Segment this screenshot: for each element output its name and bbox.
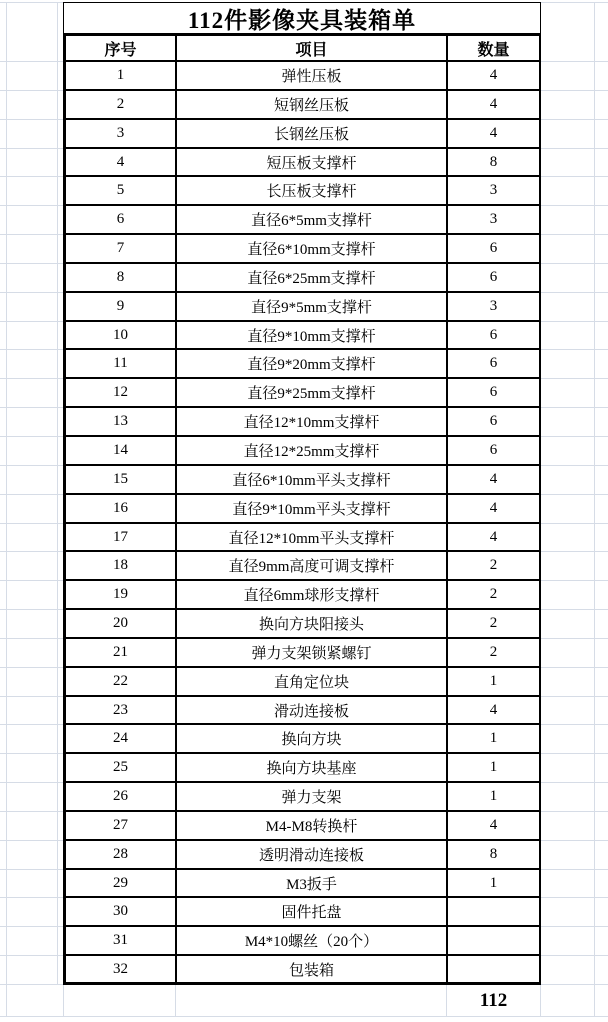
table-row — [0, 177, 608, 206]
right-margin-cell — [541, 379, 608, 408]
left-margin-cell — [0, 120, 63, 149]
table-row — [0, 898, 608, 927]
right-margin-cell — [541, 985, 608, 1017]
cell-no: 7 — [63, 235, 175, 264]
cell-no: 12 — [63, 379, 175, 408]
right-margin-cell — [541, 697, 608, 725]
cell-item: 直径6mm球形支撑杆 — [175, 581, 446, 610]
table-row — [0, 149, 608, 177]
left-margin-cell — [0, 91, 63, 120]
right-margin-cell — [541, 91, 608, 120]
cell-item: 直径9mm高度可调支撑杆 — [175, 552, 446, 581]
cell-item: 直角定位块 — [175, 668, 446, 697]
right-margin-cell — [541, 812, 608, 841]
cell-qty: 4 — [446, 697, 541, 725]
cell-item: 换向方块 — [175, 725, 446, 754]
left-margin-cell — [0, 783, 63, 812]
table-row — [0, 610, 608, 639]
cell-qty: 3 — [446, 206, 541, 235]
cell-qty: 1 — [446, 870, 541, 898]
cell-qty: 4 — [446, 524, 541, 552]
right-margin-cell — [541, 581, 608, 610]
table-row — [0, 322, 608, 350]
right-margin-cell — [541, 552, 608, 581]
cell-qty: 1 — [446, 783, 541, 812]
cell-no: 9 — [63, 293, 175, 322]
table-body — [0, 62, 608, 985]
cell-no: 24 — [63, 725, 175, 754]
table-row — [0, 495, 608, 524]
cell-no: 25 — [63, 754, 175, 783]
right-margin-cell — [541, 350, 608, 379]
table-row — [0, 524, 608, 552]
right-margin-cell — [541, 927, 608, 956]
right-margin-cell — [541, 235, 608, 264]
left-margin-cell — [0, 927, 63, 956]
right-margin-cell — [541, 149, 608, 177]
cell-no: 19 — [63, 581, 175, 610]
right-margin-cell — [541, 956, 608, 985]
right-margin-cell — [541, 898, 608, 927]
cell-item: 直径9*20mm支撑杆 — [175, 350, 446, 379]
cell-no: 5 — [63, 177, 175, 206]
cell-no: 21 — [63, 639, 175, 668]
header-cell-no: 序号 — [63, 33, 175, 62]
page-title: 112件影像夹具装箱单 — [63, 2, 541, 33]
left-margin-cell — [0, 898, 63, 927]
cell-item: 直径9*10mm支撑杆 — [175, 322, 446, 350]
left-margin-cell — [0, 2, 63, 33]
total-cell-no — [63, 985, 175, 1017]
cell-item: 直径6*10mm支撑杆 — [175, 235, 446, 264]
cell-qty — [446, 898, 541, 927]
table-row — [0, 206, 608, 235]
cell-item: 弹性压板 — [175, 62, 446, 91]
cell-qty: 6 — [446, 322, 541, 350]
table-row — [0, 552, 608, 581]
table-row — [0, 639, 608, 668]
cell-item: 直径9*10mm平头支撑杆 — [175, 495, 446, 524]
table-row — [0, 350, 608, 379]
cell-item: 滑动连接板 — [175, 697, 446, 725]
total-row — [0, 985, 608, 1017]
right-margin-cell — [541, 783, 608, 812]
cell-qty: 2 — [446, 552, 541, 581]
cell-no: 27 — [63, 812, 175, 841]
table-row — [0, 235, 608, 264]
left-margin-cell — [0, 812, 63, 841]
cell-qty — [446, 927, 541, 956]
cell-qty: 8 — [446, 841, 541, 870]
right-margin-cell — [541, 668, 608, 697]
left-margin-cell — [0, 322, 63, 350]
left-margin-cell — [0, 62, 63, 91]
right-margin-cell — [541, 62, 608, 91]
right-margin-cell — [541, 437, 608, 466]
cell-no: 13 — [63, 408, 175, 437]
right-margin-cell — [541, 293, 608, 322]
cell-no: 4 — [63, 149, 175, 177]
left-margin-cell — [0, 33, 63, 62]
bottom-strip — [0, 1017, 608, 1022]
total-quantity-value: 112 — [446, 985, 541, 1017]
cell-qty: 4 — [446, 62, 541, 91]
cell-qty: 6 — [446, 235, 541, 264]
table-row — [0, 408, 608, 437]
table-row — [0, 120, 608, 149]
cell-no: 28 — [63, 841, 175, 870]
right-margin-cell — [541, 33, 608, 62]
cell-qty: 6 — [446, 264, 541, 293]
title-row — [0, 2, 608, 33]
cell-item: 直径12*10mm平头支撑杆 — [175, 524, 446, 552]
cell-qty: 4 — [446, 120, 541, 149]
left-margin-cell — [0, 956, 63, 985]
cell-no: 32 — [63, 956, 175, 985]
cell-no: 1 — [63, 62, 175, 91]
cell-qty: 4 — [446, 91, 541, 120]
cell-item: 固件托盘 — [175, 898, 446, 927]
left-margin-cell — [0, 466, 63, 495]
cell-item: 长钢丝压板 — [175, 120, 446, 149]
cell-qty: 4 — [446, 466, 541, 495]
cell-no: 31 — [63, 927, 175, 956]
total-cell-item — [175, 985, 446, 1017]
right-margin-cell — [541, 206, 608, 235]
left-margin-cell — [0, 408, 63, 437]
cell-item: M4-M8转换杆 — [175, 812, 446, 841]
cell-no: 29 — [63, 870, 175, 898]
cell-qty: 1 — [446, 754, 541, 783]
cell-qty: 2 — [446, 581, 541, 610]
left-margin-cell — [0, 437, 63, 466]
cell-item: 透明滑动连接板 — [175, 841, 446, 870]
left-margin-cell — [0, 841, 63, 870]
left-margin-cell — [0, 610, 63, 639]
cell-no: 6 — [63, 206, 175, 235]
cell-qty: 8 — [446, 149, 541, 177]
left-margin-cell — [0, 293, 63, 322]
table-row — [0, 379, 608, 408]
table-row — [0, 841, 608, 870]
cell-item: M4*10螺丝（20个） — [175, 927, 446, 956]
cell-no: 30 — [63, 898, 175, 927]
left-margin-cell — [0, 552, 63, 581]
cell-item: 短钢丝压板 — [175, 91, 446, 120]
cell-item: 直径12*10mm支撑杆 — [175, 408, 446, 437]
cell-no: 2 — [63, 91, 175, 120]
right-margin-cell — [541, 495, 608, 524]
cell-no: 8 — [63, 264, 175, 293]
cell-item: 包装箱 — [175, 956, 446, 985]
cell-no: 26 — [63, 783, 175, 812]
right-margin-cell — [541, 870, 608, 898]
cell-no: 17 — [63, 524, 175, 552]
cell-item: 直径6*10mm平头支撑杆 — [175, 466, 446, 495]
cell-no: 20 — [63, 610, 175, 639]
cell-qty: 1 — [446, 725, 541, 754]
cell-qty: 2 — [446, 610, 541, 639]
table-row — [0, 91, 608, 120]
cell-item: 弹力支架 — [175, 783, 446, 812]
cell-item: M3扳手 — [175, 870, 446, 898]
table-row — [0, 437, 608, 466]
cell-no: 11 — [63, 350, 175, 379]
cell-no: 18 — [63, 552, 175, 581]
left-margin-cell — [0, 149, 63, 177]
cell-no: 3 — [63, 120, 175, 149]
cell-qty: 6 — [446, 350, 541, 379]
left-margin-cell — [0, 264, 63, 293]
left-margin-cell — [0, 379, 63, 408]
right-margin-cell — [541, 841, 608, 870]
right-margin-cell — [541, 120, 608, 149]
table-row — [0, 697, 608, 725]
left-margin-cell — [0, 725, 63, 754]
cell-no: 23 — [63, 697, 175, 725]
cell-item: 换向方块基座 — [175, 754, 446, 783]
table-row — [0, 725, 608, 754]
right-margin-cell — [541, 725, 608, 754]
cell-no: 15 — [63, 466, 175, 495]
cell-item: 弹力支架锁紧螺钉 — [175, 639, 446, 668]
left-margin-cell — [0, 495, 63, 524]
right-margin-cell — [541, 322, 608, 350]
sheet-gridline-vertical — [57, 2, 58, 985]
left-margin-cell — [0, 206, 63, 235]
right-margin-cell — [541, 466, 608, 495]
cell-item: 换向方块阳接头 — [175, 610, 446, 639]
cell-qty: 6 — [446, 408, 541, 437]
left-margin-cell — [0, 985, 63, 1017]
right-margin-cell — [541, 408, 608, 437]
table-row — [0, 62, 608, 91]
cell-qty: 6 — [446, 437, 541, 466]
header-row — [0, 33, 608, 62]
cell-item: 长压板支撑杆 — [175, 177, 446, 206]
cell-no: 14 — [63, 437, 175, 466]
left-margin-cell — [0, 697, 63, 725]
left-margin-cell — [0, 754, 63, 783]
cell-no: 22 — [63, 668, 175, 697]
left-margin-cell — [0, 235, 63, 264]
cell-no: 10 — [63, 322, 175, 350]
left-margin-cell — [0, 668, 63, 697]
cell-item: 直径9*5mm支撑杆 — [175, 293, 446, 322]
sheet-gridline-vertical — [6, 2, 7, 1017]
table-row — [0, 870, 608, 898]
cell-qty: 4 — [446, 495, 541, 524]
cell-qty: 2 — [446, 639, 541, 668]
right-margin-cell — [541, 177, 608, 206]
left-margin-cell — [0, 639, 63, 668]
left-margin-cell — [0, 524, 63, 552]
table-row — [0, 668, 608, 697]
table-row — [0, 754, 608, 783]
table-row — [0, 293, 608, 322]
table-row — [0, 956, 608, 985]
left-margin-cell — [0, 581, 63, 610]
cell-item: 直径12*25mm支撑杆 — [175, 437, 446, 466]
cell-qty: 3 — [446, 293, 541, 322]
cell-qty: 6 — [446, 379, 541, 408]
left-margin-cell — [0, 350, 63, 379]
cell-qty: 1 — [446, 668, 541, 697]
table-row — [0, 264, 608, 293]
cell-qty: 3 — [446, 177, 541, 206]
cell-item: 直径9*25mm支撑杆 — [175, 379, 446, 408]
table-row — [0, 927, 608, 956]
cell-item: 直径6*25mm支撑杆 — [175, 264, 446, 293]
header-cell-qty: 数量 — [446, 33, 541, 62]
table-row — [0, 466, 608, 495]
table-row — [0, 812, 608, 841]
table-row — [0, 581, 608, 610]
cell-item: 短压板支撑杆 — [175, 149, 446, 177]
right-margin-cell — [541, 2, 608, 33]
right-margin-cell — [541, 264, 608, 293]
right-margin-cell — [541, 639, 608, 668]
table-row — [0, 783, 608, 812]
cell-qty — [446, 956, 541, 985]
header-cell-item: 项目 — [175, 33, 446, 62]
right-margin-cell — [541, 754, 608, 783]
left-margin-cell — [0, 177, 63, 206]
cell-no: 16 — [63, 495, 175, 524]
cell-item: 直径6*5mm支撑杆 — [175, 206, 446, 235]
left-margin-cell — [0, 870, 63, 898]
sheet-gridline-vertical — [594, 2, 595, 1017]
cell-qty: 4 — [446, 812, 541, 841]
right-margin-cell — [541, 524, 608, 552]
right-margin-cell — [541, 610, 608, 639]
